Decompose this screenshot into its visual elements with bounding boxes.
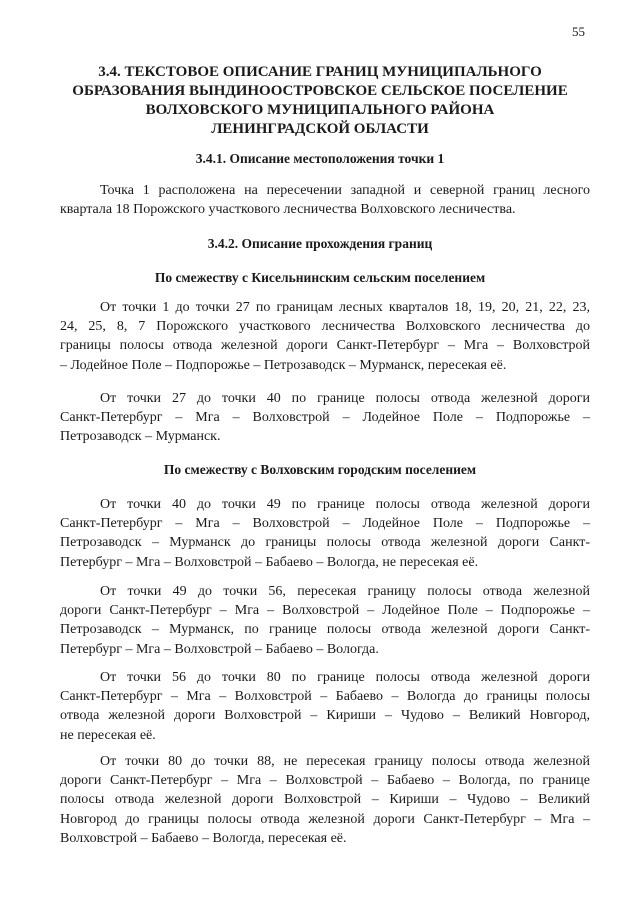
paragraph-line: границы полосы отвода железной дороги Санкт-Петербург – Мга – Волховстрой — [60, 338, 590, 354]
paragraph-line: От точки 27 до точки 40 по границе полосы отвода железной дороги — [100, 391, 590, 406]
paragraph-point-1 — [60, 181, 590, 219]
paragraph-line: Волховстрой – Бабаево – Вологда, пересекая её. — [60, 830, 347, 846]
paragraph-points-27-40 — [60, 389, 590, 447]
paragraph-line: Петрозаводск – Мурманск. — [60, 429, 221, 445]
paragraph-line: От точки 1 до точки 27 по границам лесных кварталов 18, 19, 20, 21, 22, 23, — [100, 300, 590, 315]
paragraph-line: Петрозаводск – Мурманск, по границе полосы отвода железной дороги Санкт- — [60, 622, 590, 638]
paragraph-line: Санкт-Петербург – Мга – Волховстрой – Бабаево – Вологда до границы полосы — [60, 689, 590, 705]
paragraph-line: Петербург – Мга – Волховстрой – Бабаево – Вологда. — [60, 641, 379, 657]
paragraph-line: От точки 56 до точки 80 по границе полосы отвода железной дороги — [100, 670, 590, 685]
paragraph-points-40-49 — [60, 495, 590, 572]
paragraph-line: квартала 18 Порожского участкового лесничества Волховского лесничества. — [60, 202, 516, 218]
paragraph-line: От точки 80 до точки 88, не пересекая границу полосы отвода железной — [100, 754, 590, 769]
page-number: 55 — [572, 24, 585, 39]
border-heading-volkhov: По смежеству с Волховским городским поселением — [163, 462, 477, 477]
paragraph-line: дороги Санкт-Петербург – Мга – Волховстрой – Бабаево – Вологда, по границе — [60, 773, 590, 789]
paragraph-line: Санкт-Петербург – Мга – Волховстрой – Лодейное Поле – Подпорожье – — [60, 410, 590, 426]
paragraph-line: не пересекая её. — [60, 727, 156, 743]
paragraph-line: Петрозаводск – Мурманск до границы полосы отвода железной дороги Санкт- — [60, 535, 590, 551]
title-line: 3.4. ТЕКСТОВОЕ ОПИСАНИЕ ГРАНИЦ МУНИЦИПАЛЬНОГО — [98, 64, 542, 80]
paragraph-line: – Лодейное Поле – Подпорожье – Петрозаводск – Мурманск, пересекая её. — [60, 357, 507, 373]
subsection-heading-3-4-2: 3.4.2. Описание прохождения границ — [207, 236, 433, 251]
paragraph-line: Новгород до границы полосы отвода железной дороги Санкт-Петербург – Мга – — [60, 811, 590, 827]
paragraph-line: От точки 49 до точки 56, пересекая границу полосы отвода железной — [100, 584, 590, 599]
border-heading-kiselnya: По смежеству с Кисельнинским сельским поселением — [154, 270, 486, 285]
paragraph-line: 24, 25, 8, 7 Порожского участкового лесничества Волховского лесничества до — [60, 319, 590, 335]
paragraph-line: Петербург – Мга – Волховстрой – Бабаево – Вологда, не пересекая её. — [60, 554, 479, 570]
paragraph-line: От точки 40 до точки 49 по границе полосы отвода железной дороги — [100, 497, 590, 512]
paragraph-line: Точка 1 расположена на пересечении западной и северной границ лесного — [100, 183, 590, 198]
paragraph-points-49-56 — [60, 582, 590, 659]
subsection-heading-3-4-1: 3.4.1. Описание местоположения точки 1 — [195, 151, 445, 166]
paragraph-line: полосы отвода железной дороги Волховстрой – Кириши – Чудово – Великий — [60, 792, 590, 808]
paragraph-line: Санкт-Петербург – Мга – Волховстрой – Лодейное Поле – Подпорожье – — [60, 516, 590, 532]
paragraph-points-56-80 — [60, 668, 590, 745]
title-line: ВОЛХОВСКОГО МУНИЦИПАЛЬНОГО РАЙОНА — [145, 102, 495, 118]
paragraph-points-80-88 — [60, 752, 590, 848]
paragraph-line: отвода железной дороги Волховстрой – Кириши – Чудово – Великий Новгород, — [60, 708, 590, 724]
paragraph-line: дороги Санкт-Петербург – Мга – Волховстрой – Лодейное Поле – Подпорожье – — [60, 603, 590, 619]
title-line: ОБРАЗОВАНИЯ ВЫНДИНООСТРОВСКОЕ СЕЛЬСКОЕ ПОСЕЛЕНИЕ — [72, 83, 568, 99]
title-line: ЛЕНИНГРАДСКОЙ ОБЛАСТИ — [211, 121, 429, 137]
paragraph-points-1-27 — [60, 298, 590, 375]
section-title — [60, 63, 580, 139]
